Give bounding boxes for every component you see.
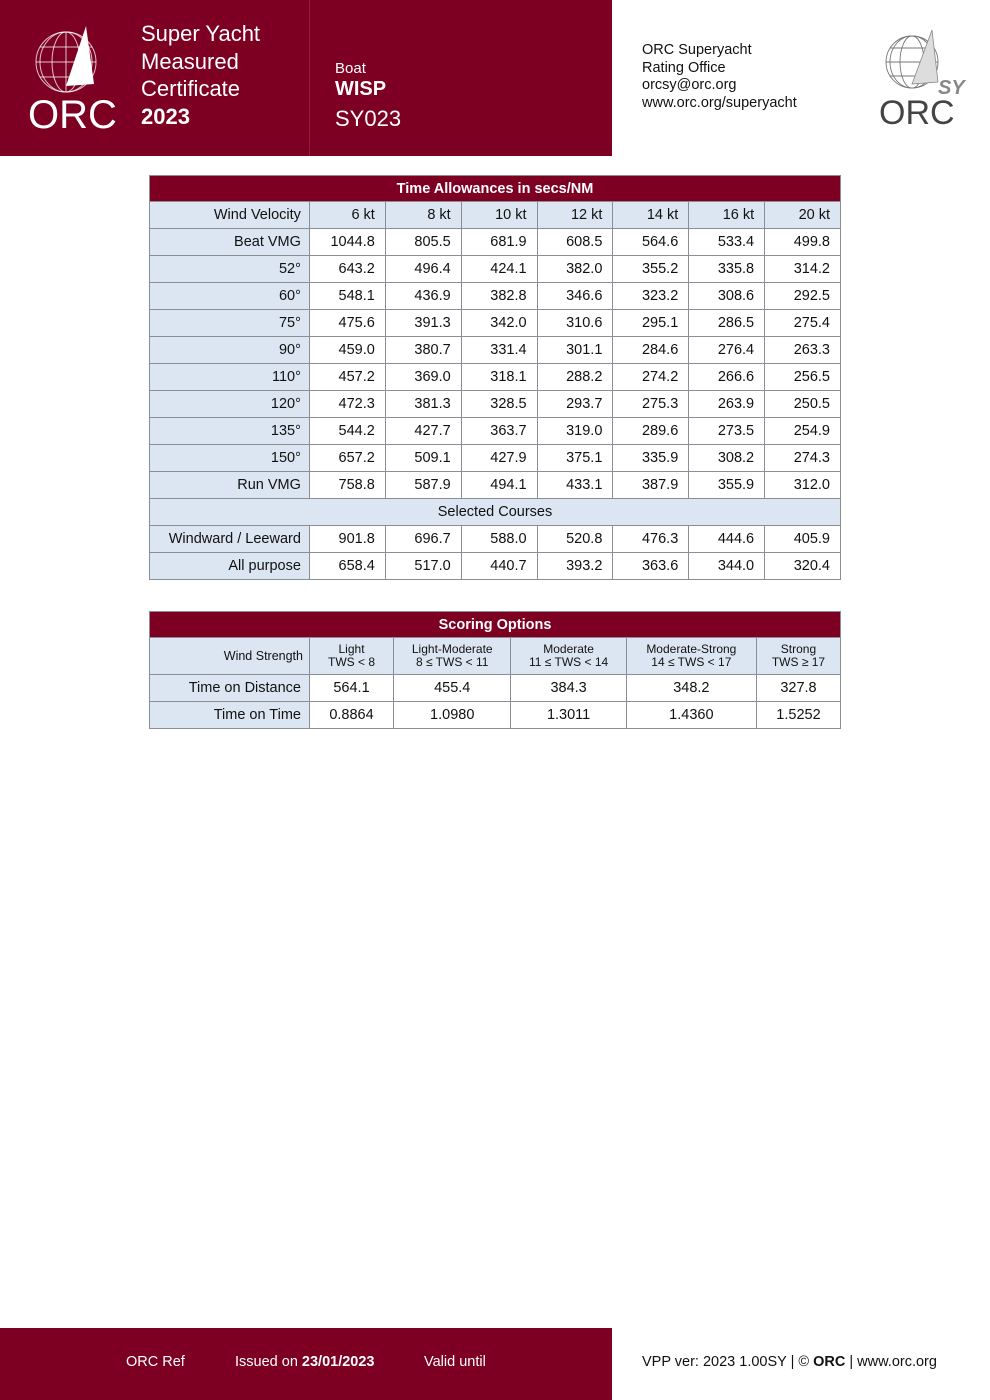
table-cell: 331.4 (461, 337, 537, 364)
row-label: 90° (150, 337, 310, 364)
table-cell: 548.1 (309, 283, 385, 310)
selected-courses-label: Selected Courses (150, 499, 841, 526)
table-cell: 263.3 (765, 337, 841, 364)
row-label: 110° (150, 364, 310, 391)
orc-logo (26, 24, 126, 134)
table-cell: 564.6 (613, 229, 689, 256)
table-cell: 382.0 (537, 256, 613, 283)
wind-strength-range: TWS < 8 (328, 655, 376, 669)
table-cell: 520.8 (537, 526, 613, 553)
table-cell: 266.6 (689, 364, 765, 391)
boat-label: Boat (335, 60, 366, 77)
title-line-2: Measured (141, 48, 239, 74)
wind-strength-header (756, 638, 840, 675)
wind-strength-header (626, 638, 756, 675)
table-cell: 440.7 (461, 553, 537, 580)
table-row (150, 526, 841, 553)
table-cell: 608.5 (537, 229, 613, 256)
table-row (150, 418, 841, 445)
table-row (150, 283, 841, 310)
table-row (150, 364, 841, 391)
table-cell: 901.8 (309, 526, 385, 553)
wind-speed-header: 12 kt (537, 202, 613, 229)
table-row (150, 256, 841, 283)
table-row (150, 702, 841, 729)
table-cell: 275.4 (765, 310, 841, 337)
table-cell: 312.0 (765, 472, 841, 499)
table-cell: 1.0980 (394, 702, 511, 729)
row-label: Run VMG (150, 472, 310, 499)
row-label: All purpose (150, 553, 310, 580)
table-cell: 286.5 (689, 310, 765, 337)
vpp-site[interactable]: | www.orc.org (849, 1354, 937, 1370)
table-cell: 382.8 (461, 283, 537, 310)
valid-until-label: Valid until (424, 1354, 486, 1370)
table-cell: 328.5 (461, 391, 537, 418)
table-cell: 256.5 (765, 364, 841, 391)
table-cell: 363.6 (613, 553, 689, 580)
table-cell: 363.7 (461, 418, 537, 445)
table-row (150, 391, 841, 418)
table-cell: 355.9 (689, 472, 765, 499)
table-row (150, 553, 841, 580)
table-cell: 475.6 (309, 310, 385, 337)
table-cell: 805.5 (385, 229, 461, 256)
table-cell: 509.1 (385, 445, 461, 472)
wind-strength-name: Moderate-Strong (646, 642, 737, 656)
wind-strength-name: Light-Moderate (411, 642, 493, 656)
table-row (150, 337, 841, 364)
wind-strength-range: 11 ≤ TWS < 14 (529, 655, 609, 669)
table-cell: 314.2 (765, 256, 841, 283)
table-cell: 263.9 (689, 391, 765, 418)
table-cell: 355.2 (613, 256, 689, 283)
table-cell: 444.6 (689, 526, 765, 553)
table-cell: 289.6 (613, 418, 689, 445)
table-cell: 658.4 (309, 553, 385, 580)
table-cell: 494.1 (461, 472, 537, 499)
table-row (150, 675, 841, 702)
table-cell: 375.1 (537, 445, 613, 472)
wind-speed-header: 8 kt (385, 202, 461, 229)
table-cell: 681.9 (461, 229, 537, 256)
table-cell: 496.4 (385, 256, 461, 283)
table-cell: 1.5252 (756, 702, 840, 729)
table-cell: 342.0 (461, 310, 537, 337)
table-cell: 657.2 (309, 445, 385, 472)
issued-on (235, 1354, 375, 1370)
title-line-3: Certificate (141, 76, 241, 101)
certificate-footer (0, 1328, 612, 1400)
table-cell: 533.4 (689, 229, 765, 256)
table-cell: 427.9 (461, 445, 537, 472)
table-cell: 393.2 (537, 553, 613, 580)
table-cell: 544.2 (309, 418, 385, 445)
row-label: 120° (150, 391, 310, 418)
wind-strength-header (511, 638, 626, 675)
table-cell: 476.3 (613, 526, 689, 553)
table-cell: 405.9 (765, 526, 841, 553)
certificate-year: 2023 (141, 103, 190, 129)
table-cell: 335.8 (689, 256, 765, 283)
table-cell: 433.1 (537, 472, 613, 499)
table-cell: 319.0 (537, 418, 613, 445)
table-cell: 250.5 (765, 391, 841, 418)
selected-courses-row (150, 499, 841, 526)
table-cell: 323.2 (613, 283, 689, 310)
table-title: Scoring Options (150, 612, 841, 638)
issued-prefix: Issued on (235, 1354, 298, 1370)
office-email[interactable]: orcsy@orc.org (642, 77, 737, 93)
row-label: 150° (150, 445, 310, 472)
vpp-text: VPP ver: 2023 1.00SY | © (642, 1354, 810, 1370)
table-cell: 436.9 (385, 283, 461, 310)
wind-velocity-label: Wind Velocity (150, 202, 310, 229)
office-line-1: ORC Superyacht (642, 42, 752, 58)
row-label: Windward / Leeward (150, 526, 310, 553)
table-cell: 1.4360 (626, 702, 756, 729)
table-cell: 288.2 (537, 364, 613, 391)
title-line-1: Super Yacht (141, 21, 261, 46)
table-cell: 274.2 (613, 364, 689, 391)
row-label: 52° (150, 256, 310, 283)
table-cell: 643.2 (309, 256, 385, 283)
row-label: Time on Time (150, 702, 310, 729)
row-label: 75° (150, 310, 310, 337)
wind-speed-header: 14 kt (613, 202, 689, 229)
wind-strength-range: TWS ≥ 17 (771, 655, 826, 669)
table-cell: 587.9 (385, 472, 461, 499)
header-divider (309, 0, 310, 156)
wind-strength-header (394, 638, 511, 675)
svg-text:ORC: ORC (28, 93, 117, 134)
table-cell: 588.0 (461, 526, 537, 553)
svg-text:SY: SY (938, 77, 965, 99)
table-cell: 472.3 (309, 391, 385, 418)
table-cell: 369.0 (385, 364, 461, 391)
table-cell: 455.4 (394, 675, 511, 702)
table-cell: 346.6 (537, 283, 613, 310)
table-title-row (150, 612, 841, 638)
table-cell: 327.8 (756, 675, 840, 702)
table-row (150, 229, 841, 256)
table-cell: 308.2 (689, 445, 765, 472)
wind-speed-header: 16 kt (689, 202, 765, 229)
wind-speed-header: 20 kt (765, 202, 841, 229)
table-cell: 0.8864 (310, 702, 394, 729)
boat-number: SY023 (335, 106, 402, 131)
table-cell: 293.7 (537, 391, 613, 418)
table-row (150, 445, 841, 472)
wind-strength-name: Light (338, 642, 365, 656)
wind-strength-name: Moderate (543, 642, 594, 656)
wind-strength-header (310, 638, 394, 675)
table-cell: 758.8 (309, 472, 385, 499)
table-cell: 301.1 (537, 337, 613, 364)
wind-strength-range: 8 ≤ TWS < 11 (415, 655, 489, 669)
office-website[interactable]: www.orc.org/superyacht (642, 94, 797, 111)
table-cell: 310.6 (537, 310, 613, 337)
certificate-title (141, 20, 260, 130)
table-cell: 387.9 (613, 472, 689, 499)
table-cell: 295.1 (613, 310, 689, 337)
table-cell: 696.7 (385, 526, 461, 553)
orc-ref-label: ORC Ref (126, 1354, 185, 1370)
table-cell: 273.5 (689, 418, 765, 445)
table-title-row (150, 176, 841, 202)
table-cell: 517.0 (385, 553, 461, 580)
issued-date: 23/01/2023 (301, 1354, 375, 1370)
row-label: 60° (150, 283, 310, 310)
table-cell: 459.0 (309, 337, 385, 364)
table-cell: 564.1 (310, 675, 394, 702)
table-cell: 308.6 (689, 283, 765, 310)
table-row (150, 472, 841, 499)
table-cell: 384.3 (511, 675, 626, 702)
wind-velocity-header-row (150, 202, 841, 229)
table-cell: 348.2 (626, 675, 756, 702)
table-cell: 499.8 (765, 229, 841, 256)
scoring-options-table (149, 611, 841, 729)
boat-name: WISP (335, 78, 387, 100)
table-cell: 457.2 (309, 364, 385, 391)
vpp-version (642, 1354, 937, 1370)
table-cell: 254.9 (765, 418, 841, 445)
table-cell: 292.5 (765, 283, 841, 310)
table-cell: 381.3 (385, 391, 461, 418)
row-label: Time on Distance (150, 675, 310, 702)
table-cell: 335.9 (613, 445, 689, 472)
table-cell: 275.3 (613, 391, 689, 418)
row-label: Beat VMG (150, 229, 310, 256)
wind-speed-header: 10 kt (461, 202, 537, 229)
table-row (150, 310, 841, 337)
table-cell: 427.7 (385, 418, 461, 445)
table-cell: 284.6 (613, 337, 689, 364)
table-cell: 274.3 (765, 445, 841, 472)
table-cell: 318.1 (461, 364, 537, 391)
svg-text:ORC: ORC (879, 94, 955, 130)
time-allowances-table (149, 175, 841, 580)
vpp-orc: ORC (813, 1354, 846, 1370)
table-title: Time Allowances in secs/NM (150, 176, 841, 202)
row-label: 135° (150, 418, 310, 445)
rating-office-contact (642, 42, 797, 112)
table-cell: 320.4 (765, 553, 841, 580)
certificate-header (0, 0, 612, 156)
table-cell: 424.1 (461, 256, 537, 283)
wind-strength-header-row (150, 638, 841, 675)
wind-strength-label: Wind Strength (150, 638, 310, 675)
wind-strength-range: 14 ≤ TWS < 17 (651, 655, 732, 669)
table-cell: 391.3 (385, 310, 461, 337)
table-cell: 344.0 (689, 553, 765, 580)
table-cell: 1044.8 (309, 229, 385, 256)
wind-strength-name: Strong (780, 642, 817, 656)
office-line-2: Rating Office (642, 59, 726, 76)
table-cell: 276.4 (689, 337, 765, 364)
wind-speed-header: 6 kt (309, 202, 385, 229)
table-cell: 380.7 (385, 337, 461, 364)
table-cell: 1.3011 (511, 702, 626, 729)
orc-sy-logo (876, 26, 968, 130)
